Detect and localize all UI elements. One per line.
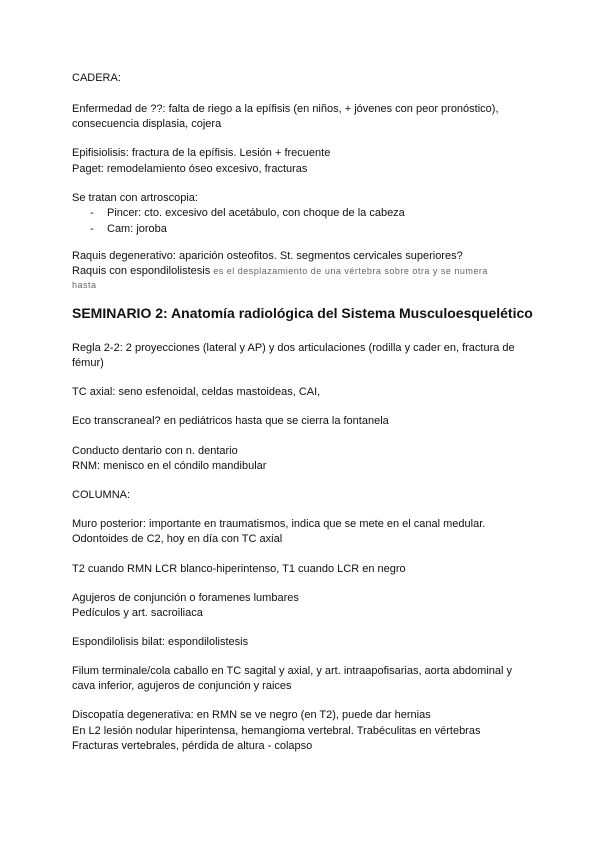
enfermedad-line-1: Enfermedad de ??: falta de riego a la epífisis (en niños, + jóvenes con peor pronóstico), <box>72 103 499 115</box>
section-title-cadera: CADERA: <box>72 72 121 84</box>
raquis-note-2: hasta <box>72 280 97 290</box>
fracturas-line: Fracturas vertebrales, pérdida de altura - colapso <box>72 740 313 752</box>
raquis-espondilo-text: Raquis con espondilolistesis <box>72 265 211 277</box>
list-dash: - <box>90 207 94 219</box>
odontoides-line: Odontoides de C2, hoy en día con TC axial <box>72 533 283 545</box>
artroscopia-line: Se tratan con artroscopia: <box>72 192 198 204</box>
list-item-text: Cam: joroba <box>107 223 167 235</box>
regla-line-1: Regla 2-2: 2 proyecciones (lateral y AP) y dos articulaciones (rodilla y cader en, fractura de <box>72 342 515 354</box>
list-item-text: Pincer: cto. excesivo del acetábulo, con choque de la cabeza <box>107 207 405 219</box>
epifisiolisis-line: Epifisiolisis: fractura de la epífisis. Lesión + frecuente <box>72 147 331 159</box>
regla-line-2: fémur) <box>72 357 104 369</box>
filum-line-2: cava inferior, agujeros de conjunción y raices <box>72 680 292 692</box>
raquis-degenerativo-line: Raquis degenerativo: aparición osteofitos. St. segmentos cervicales superiores? <box>72 250 463 262</box>
paget-line: Paget: remodelamiento óseo excesivo, fracturas <box>72 163 308 175</box>
enfermedad-line-2: consecuencia displasia, cojera <box>72 118 222 130</box>
eco-line: Eco transcraneal? en pediátricos hasta que se cierra la fontanela <box>72 415 389 427</box>
seminario-heading: SEMINARIO 2: Anatomía radiológica del Sistema Musculoesquelético <box>72 305 533 321</box>
list-item <box>90 221 167 237</box>
tc-axial-line: TC axial: seno esfenoidal, celdas mastoideas, CAI, <box>72 386 321 398</box>
l2-line: En L2 lesión nodular hiperintensa, hemangioma vertebral. Trabéculitas en vértebras <box>72 725 481 737</box>
section-title-columna: COLUMNA: <box>72 489 131 501</box>
t2-line: T2 cuando RMN LCR blanco-hiperintenso, T1 cuando LCR en negro <box>72 563 406 575</box>
filum-line-1: Filum terminale/cola caballo en TC sagital y axial, y art. intraapofisarias, aorta abdominal y <box>72 665 512 677</box>
rnm-line: RNM: menisco en el cóndilo mandibular <box>72 460 267 472</box>
discopatia-line: Discopatía degenerativa: en RMN se ve negro (en T2), puede dar hernias <box>72 709 431 721</box>
raquis-espondilo-line <box>72 263 488 279</box>
pediculos-line: Pedículos y art. sacroiliaca <box>72 607 203 619</box>
raquis-note-1: es el desplazamiento de una vértebra sobre otra y se numera <box>213 266 488 276</box>
list-dash: - <box>90 223 94 235</box>
muro-line: Muro posterior: importante en traumatismos, indica que se mete en el canal medular. <box>72 518 486 530</box>
agujeros-line: Agujeros de conjunción o foramenes lumbares <box>72 592 299 604</box>
list-item <box>90 205 405 221</box>
espondilolisis-line: Espondilolisis bilat: espondilolistesis <box>72 636 249 648</box>
conducto-line: Conducto dentario con n. dentario <box>72 445 238 457</box>
